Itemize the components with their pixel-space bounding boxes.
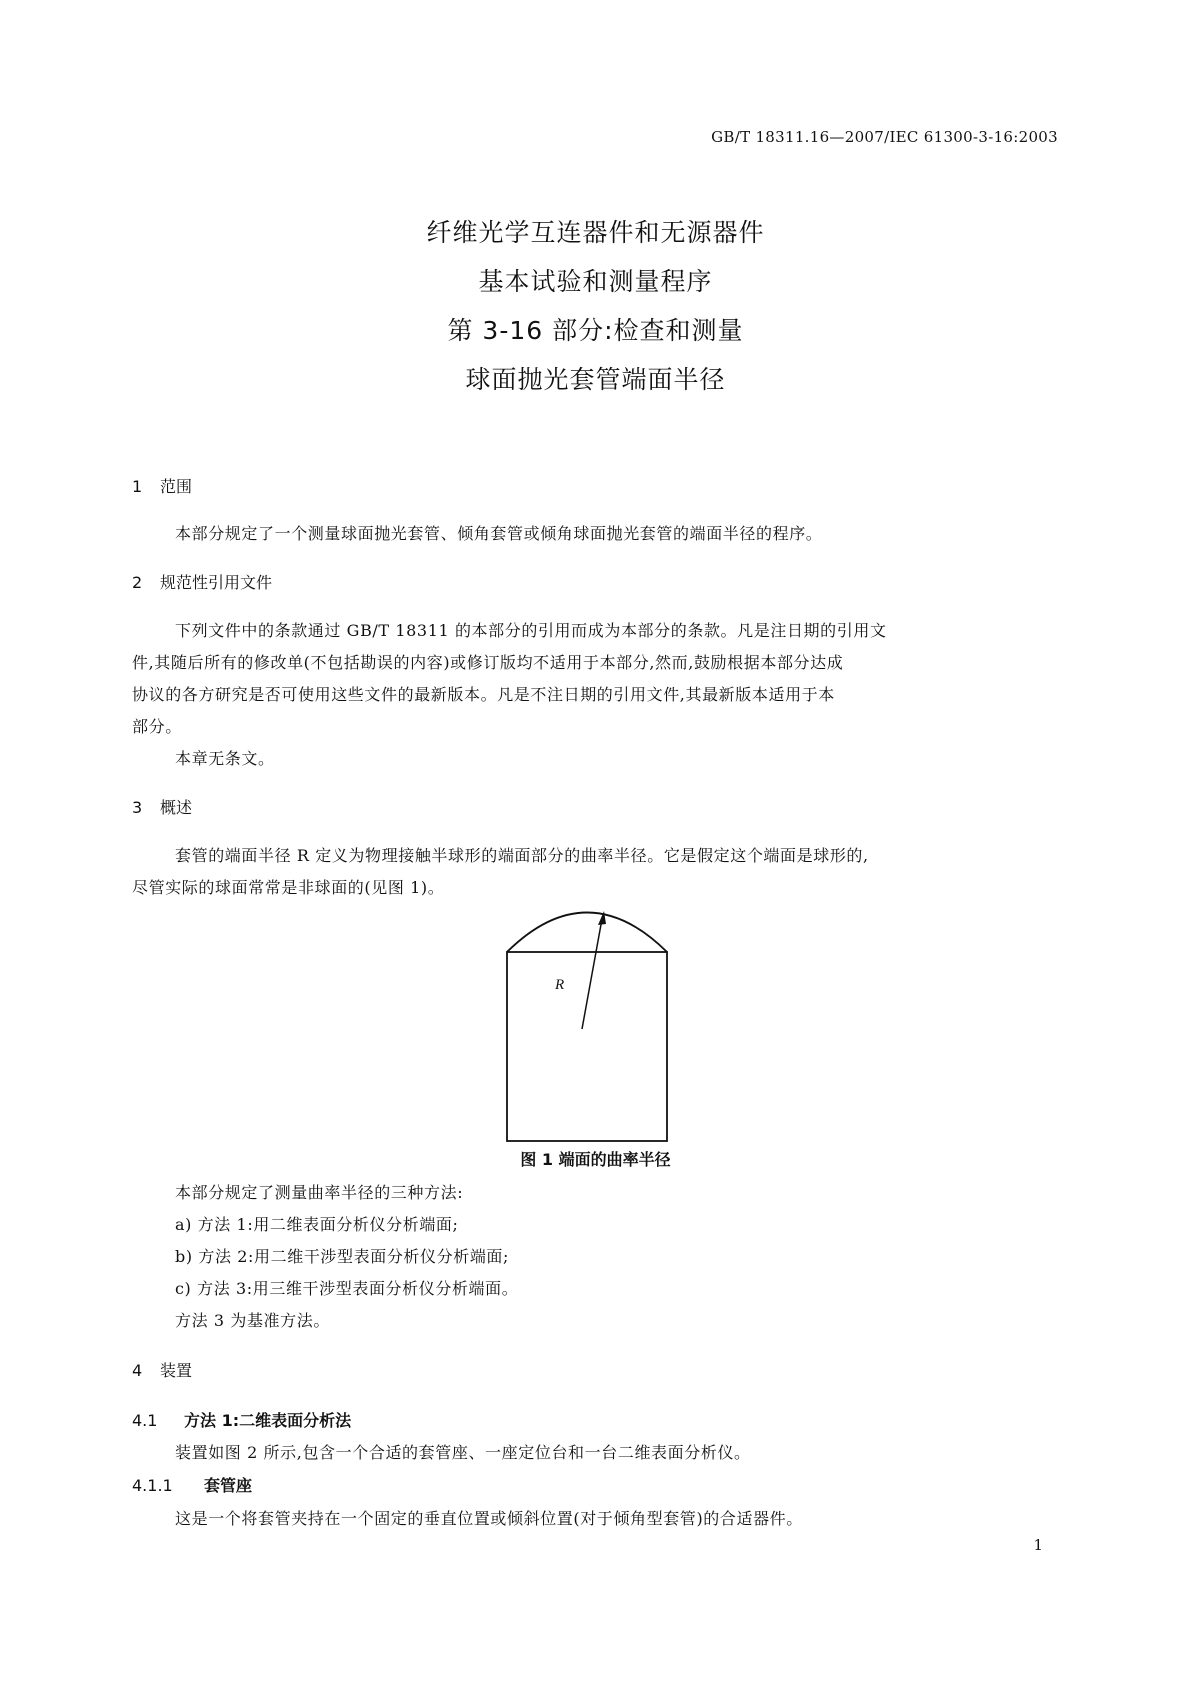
section-4-1-heading: [132, 1408, 351, 1431]
title-line-1: 纤维光学互连器件和无源器件: [426, 218, 765, 247]
section-number: 3: [132, 798, 143, 817]
section-4-1-paragraph: 装置如图 2 所示,包含一个合适的套管座、一座定位台和一台二维表面分析仪。: [175, 1443, 751, 1462]
section-2-paragraph-2: 本章无条文。: [175, 749, 275, 768]
section-2-heading: [132, 570, 272, 593]
section-number: 1: [132, 477, 143, 496]
radius-label: R: [555, 977, 565, 993]
title-line-2: 基本试验和测量程序: [478, 267, 713, 296]
title-line-4: 球面抛光套管端面半径: [465, 365, 726, 394]
ferrule-body: [507, 952, 667, 1141]
section-title: 套管座: [204, 1476, 253, 1495]
method-list-item: b) 方法 2:用二维干涉型表面分析仪分析端面;: [175, 1247, 510, 1266]
figure-1-caption: 图 1 端面的曲率半径: [520, 1150, 671, 1169]
section-number: 4.1: [132, 1411, 158, 1430]
section-3-paragraph-2: 本部分规定了测量曲率半径的三种方法:: [175, 1183, 464, 1202]
section-1-paragraph: 本部分规定了一个测量球面抛光套管、倾角套管或倾角球面抛光套管的端面半径的程序。: [175, 524, 823, 543]
section-4-1-1-heading: [132, 1473, 252, 1496]
method-list-item: c) 方法 3:用三维干涉型表面分析仪分析端面。: [175, 1279, 519, 1298]
title-line-3: 第 3-16 部分:检查和测量: [447, 316, 744, 345]
spherical-end-face: [507, 913, 667, 953]
section-2-line-1: 下列文件中的条款通过 GB/T 18311 的本部分的引用而成为本部分的条款。凡是注日期的引用文: [175, 621, 887, 640]
section-2-line-4: 部分。: [132, 717, 182, 736]
section-title: 规范性引用文件: [160, 573, 273, 592]
section-number: 4: [132, 1361, 143, 1380]
section-4-1-1-paragraph: 这是一个将套管夹持在一个固定的垂直位置或倾斜位置(对于倾角型套管)的合适器件。: [175, 1509, 803, 1528]
section-2-line-3: 协议的各方研究是否可使用这些文件的最新版本。凡是不注日期的引用文件,其最新版本适用于本: [132, 685, 835, 704]
section-title: 概述: [160, 798, 193, 817]
section-number: 2: [132, 573, 143, 592]
section-title: 装置: [160, 1361, 193, 1380]
section-title: 范围: [160, 477, 193, 496]
section-2-line-2: 件,其随后所有的修改单(不包括勘误的内容)或修订版均不适用于本部分,然而,鼓励根据本部分达成: [132, 653, 844, 672]
standard-number: GB/T 18311.16—2007/IEC 61300-3-16:2003: [711, 128, 1058, 146]
section-1-heading: [132, 474, 192, 497]
figure-1-ferrule-diagram: [500, 905, 680, 1145]
section-title: 方法 1:二维表面分析法: [184, 1411, 352, 1430]
section-3-line-2: 尽管实际的球面常常是非球面的(见图 1)。: [132, 878, 445, 897]
section-3-paragraph-3: 方法 3 为基准方法。: [175, 1311, 330, 1330]
method-list-item: a) 方法 1:用二维表面分析仪分析端面;: [175, 1215, 459, 1234]
page-number: 1: [1033, 1536, 1043, 1554]
section-4-heading: [132, 1358, 192, 1381]
radius-arrow: [582, 919, 602, 1029]
section-number: 4.1.1: [132, 1476, 173, 1495]
section-3-line-1: 套管的端面半径 R 定义为物理接触半球形的端面部分的曲率半径。它是假定这个端面是球形的,: [175, 846, 869, 865]
section-3-heading: [132, 795, 192, 818]
